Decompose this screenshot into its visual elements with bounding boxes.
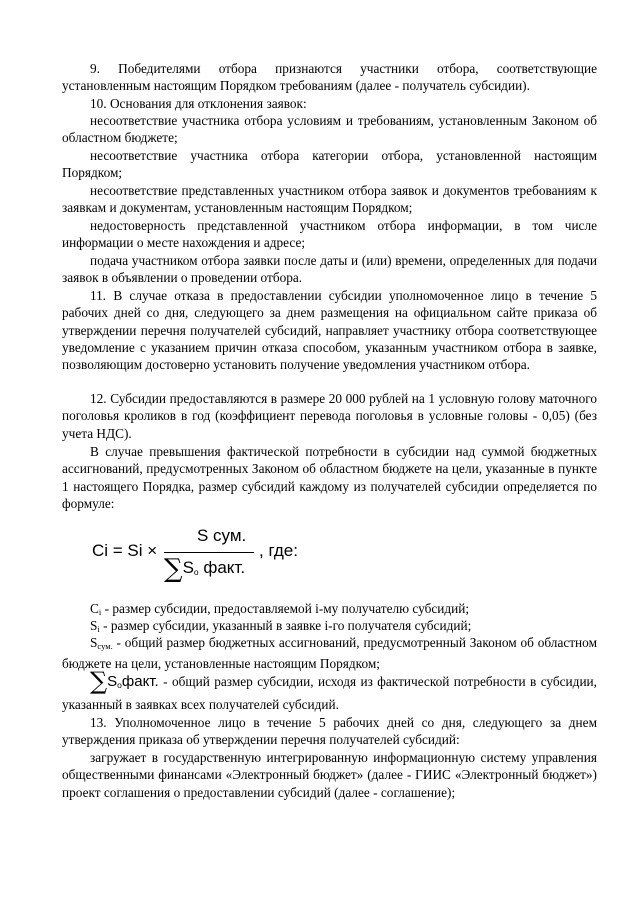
paragraph-9: 9. Победителями отбора признаются участники отбора, соответствующие установленным настоящим Порядком требованиям (далее - получатель субсидии). <box>62 61 597 94</box>
paragraph-11: 11. В случае отказа в предоставлении субсидии уполномоченное лицо в течение 5 рабочих дней со дня, следующего за днем размещения на официальном сайте приказа об утверждении перечня получателей субсидий, направляет участнику отбора соответствующее уведомление с указанием причин отказа способом, указанным участником отбора в заявке, позволяющим достоверно установить получение уведомления участником отбора. <box>62 288 597 373</box>
sfakt-s: S <box>107 673 118 690</box>
sigma-inline: ∑ <box>90 667 108 695</box>
ci-text: - размер субсидии, предоставляемой i-му получателю субсидий; <box>101 601 470 616</box>
sigma-symbol: ∑ <box>164 554 183 584</box>
si-text: - размер субсидии, указанный в заявке i-го получателя субсидий; <box>99 618 472 633</box>
paragraph-excess: В случае превышения фактической потребности в субсидии над суммой бюджетных ассигнований, предусмотренных Законом об областном бюджете на цели, указанные в пункте 1 настоящего Порядка, размер субсидий каждому из получателей субсидии определяется по формуле: <box>62 444 597 511</box>
definition-ssum <box>62 634 597 673</box>
formula-left: Ci = Si × <box>92 541 158 560</box>
paragraph-12: 12. Субсидии предоставляются в размере 20 000 рублей на 1 условную голову маточного поголовья кроликов в год (коэффициент перевода поголовья в условные головы - 0,05) (без учета НДС). <box>62 391 597 441</box>
formula-numerator: S сум. <box>197 526 247 545</box>
sfakt-rest: факт. <box>121 673 159 690</box>
reason-5: подача участником отбора заявки после даты и (или) времени, определенных для подачи заявок в объявлении о проведении отбора. <box>62 253 597 286</box>
formula-denominator <box>164 554 245 584</box>
sfakt-text: - общий размер субсидии, исходя из фактической потребности в субсидии, указанный в заявках всех получателей субсидий. <box>62 674 597 712</box>
ci-symbol: C <box>90 601 99 616</box>
denominator-sub: o <box>193 567 199 577</box>
reason-1: несоответствие участника отбора условиям и требованиям, установленным Законом об областном бюджете; <box>62 113 597 146</box>
paragraph-13-item: загружает в государственную интегрированную информационную систему управления общественными финансами «Электронный бюджет» (далее - ГИИС «Электронный бюджет») проект соглашения о предоставлении субсидий (далее - соглашение); <box>62 750 597 800</box>
formula-tail: , где: <box>259 541 298 560</box>
paragraph-10: 10. Основания для отклонения заявок: <box>90 96 307 111</box>
ssum-symbol: S <box>90 635 98 650</box>
sfakt-sub: o <box>117 680 122 690</box>
ci-sub: i <box>98 607 102 617</box>
subsidy-formula <box>92 524 352 584</box>
sfakt-term <box>107 673 159 690</box>
denominator-fakt: факт. <box>198 558 246 577</box>
reason-4: недостоверность представленной участником отбора информации, в том числе информации о месте нахождения и адресе; <box>62 218 597 251</box>
ssum-text: - общий размер бюджетных ассигнований, предусмотренный Законом об областном бюджете на цели, установленные настоящим Порядком; <box>62 635 597 672</box>
paragraph-13: 13. Уполномоченное лицо в течение 5 рабочих дней со дня, следующего за днем утверждения приказа об утверждении перечня получателей субсидий: <box>62 715 597 748</box>
reason-3: несоответствие представленных участником отбора заявок и документов требованиям к заявкам и документам, установленным настоящим Порядком; <box>62 183 597 216</box>
reason-2: несоответствие участника отбора категории отбора, установленной настоящим Порядком; <box>62 148 597 181</box>
fraction-bar <box>164 552 254 553</box>
definition-sfakt <box>62 667 597 714</box>
denominator-s: S <box>182 558 194 577</box>
si-symbol: S <box>90 618 98 633</box>
si-sub: i <box>97 624 100 634</box>
ssum-sub: сум. <box>97 641 113 651</box>
